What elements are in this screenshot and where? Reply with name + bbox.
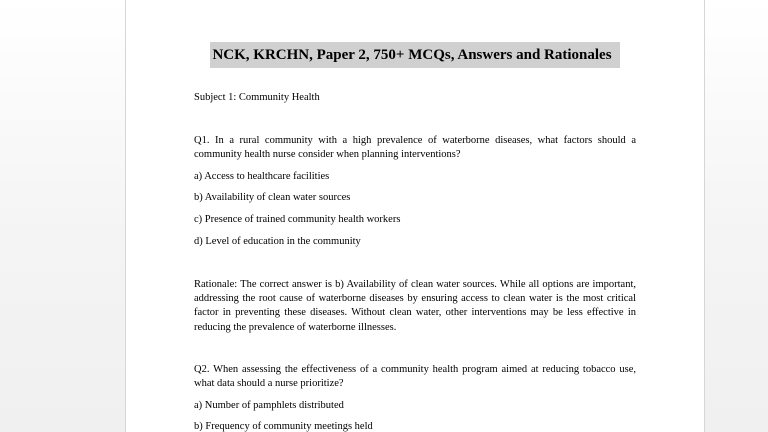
q2-option-b: b) Frequency of community meetings held <box>194 421 373 432</box>
question-1-text: Q1. In a rural community with a high prevalence of waterborne diseases, what factors should a community health nurse consider when planning interventions? <box>194 135 636 161</box>
subject-heading: Subject 1: Community Health <box>194 92 320 103</box>
question-2-text: Q2. When assessing the effectiveness of a community health program aimed at reducing tobacco use, what data should a nurse prioritize? <box>194 364 636 390</box>
q1-option-c: c) Presence of trained community health workers <box>194 214 401 225</box>
document-page[interactable] <box>125 0 705 432</box>
q2-option-a: a) Number of pamphlets distributed <box>194 400 344 411</box>
title-block <box>194 42 636 68</box>
q1-option-d: d) Level of education in the community <box>194 236 361 247</box>
q1-option-b: b) Availability of clean water sources <box>194 192 351 203</box>
workspace-background-right <box>704 0 768 432</box>
q1-rationale: Rationale: The correct answer is b) Availability of clean water sources. While all options are important, addressing the root cause of waterborne diseases by ensuring access to clean water is the most critical factor in preventing these diseases. Without clean water, other interventions may be less effective in reducing the prevalence of waterborne illnesses. <box>194 279 636 333</box>
workspace-background-left <box>0 0 125 432</box>
q1-option-a: a) Access to healthcare facilities <box>194 171 330 182</box>
document-title-selected[interactable]: NCK, KRCHN, Paper 2, 750+ MCQs, Answers and Rationales <box>210 42 619 68</box>
